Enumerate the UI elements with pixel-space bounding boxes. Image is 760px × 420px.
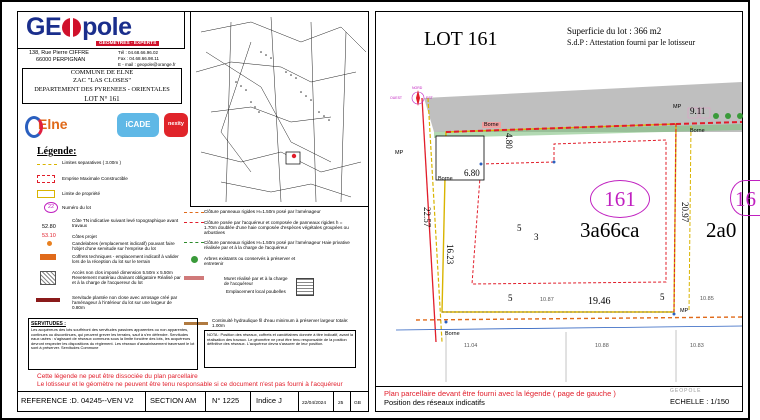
elne-logo-text: Elne bbox=[38, 116, 68, 132]
footer-reference: REFERENCE :D. 04245--VEN V2 bbox=[21, 396, 134, 405]
emprise-max-symbol bbox=[37, 175, 55, 183]
footer-divider-5 bbox=[333, 391, 334, 412]
dim-1104: 11.04 bbox=[464, 343, 478, 349]
location-map bbox=[190, 11, 369, 207]
plan-drawing bbox=[376, 12, 742, 382]
candelabre-icon bbox=[47, 241, 52, 246]
dim-1088: 10.88 bbox=[595, 343, 609, 349]
commune-title: COMMUNE DE ELNE bbox=[70, 69, 134, 76]
warning-line1: Cette légende ne peut être dissociée du plan parcellaire bbox=[37, 373, 198, 380]
footer-numero: N° 1225 bbox=[212, 396, 240, 405]
footer-divider-6 bbox=[350, 391, 351, 412]
lot-area: 3a66ca bbox=[580, 218, 640, 242]
legend-item-cote-projet: Côtes projet bbox=[72, 234, 97, 239]
dim-5b: 5 bbox=[508, 293, 513, 303]
dim-911: 9.11 bbox=[690, 106, 706, 116]
fax: Fax : 04.68.66.98.11 bbox=[118, 56, 159, 61]
legend-item-cloture-rigide: Clôture panneaux rigides H=1.50m posé par l'aménageur bbox=[204, 209, 321, 214]
dim-2097: 20.97 bbox=[680, 202, 690, 223]
dim-680: 6.80 bbox=[464, 168, 480, 178]
borne-label-1: Borne bbox=[484, 122, 499, 128]
arbre-icon bbox=[191, 256, 198, 263]
plan-footer-line bbox=[375, 386, 743, 387]
plan-watermark: GEOPOLE bbox=[670, 388, 702, 394]
footer-rev: 25 bbox=[338, 401, 344, 406]
legend-item-cloture-haie: Clôture panneaux rigides H=1.50m posé par l'aménageur Haie privative réalisée par et à la charge de l'acquéreur bbox=[204, 240, 350, 251]
legend-item-candelabres: Candelabres (emplacement indicatif) pouvant faire l'objet d'une servitude sur l'emprise du lot bbox=[72, 241, 175, 252]
dim-1087: 10.87 bbox=[540, 297, 554, 303]
mp-label-3: MP bbox=[395, 150, 404, 156]
address-line1: 138, Rue Pierre CIFFRE bbox=[29, 50, 89, 56]
dim-2257: 22.57 bbox=[422, 207, 432, 228]
legend-item-limite-propriete: Limite de propriété bbox=[62, 191, 101, 196]
legend-item-poubelles: Emplacement local poubelles bbox=[226, 289, 286, 294]
footer-divider-4 bbox=[298, 391, 299, 412]
icade-logo-text: iCADE bbox=[125, 120, 151, 129]
warning-line2: Le lotisseur et le géomètre ne peuvent être tenu responsable si ce document n'est pas fourni à l'acquéreur bbox=[37, 381, 343, 388]
cote-tn-symbol: 52.80 bbox=[42, 224, 56, 230]
legend-item-muret: Muret réalisé par et à la charge de l'acquéreur bbox=[224, 276, 288, 287]
dim-1623: 16.23 bbox=[445, 244, 455, 265]
logo-globe-icon bbox=[62, 18, 81, 37]
footer-init: GB bbox=[354, 401, 361, 406]
compass-n: NORD bbox=[412, 86, 423, 90]
plan-footer-black: Position des réseaux indicatifs bbox=[384, 398, 485, 407]
coffret-icon bbox=[40, 254, 56, 260]
neighbor-number-text: 16 bbox=[735, 187, 756, 211]
borne-label-3: Borne bbox=[445, 331, 460, 337]
legend-item-acces: Accès non clos imposé dimension 5.50m x 5.50m Revetement matériau drainant obligatoire Réalisé par et à la charge de l'acquereur du lot bbox=[72, 270, 181, 286]
dim-5a: 5 bbox=[517, 223, 522, 233]
legend-item-coffrets: Coffrets techniques - emplacement indicatif à valider lors de la réception du lot sur le terrain bbox=[72, 254, 179, 265]
nexity-logo bbox=[164, 113, 188, 137]
footer-divider-2 bbox=[205, 391, 206, 412]
acces-symbol bbox=[40, 271, 56, 285]
borne-label-4: Borne bbox=[690, 128, 705, 134]
elne-logo bbox=[23, 112, 73, 138]
compass-e: EST bbox=[426, 96, 433, 100]
servitude-plantee-symbol bbox=[36, 298, 60, 302]
email: E - mail : geopole@orange.fr bbox=[118, 62, 176, 67]
dim-1083: 10.83 bbox=[690, 343, 704, 349]
cloture-rigide-symbol bbox=[184, 212, 204, 213]
cloture-haie-symbol bbox=[184, 242, 204, 243]
nota-text: NOTA : Position des réseaux, coffrets et candélabres donnée à titre indicatif, avant la réalisation des travaux. Le géomètre ne peut être tenu responsable de la position définitive des réseaux. L'acquéreur devra s'assurer de leur position. bbox=[207, 332, 354, 347]
cloture-acquereur-symbol bbox=[184, 222, 204, 223]
mp-label-1: MP bbox=[673, 104, 682, 110]
dim-480: 4.80 bbox=[504, 133, 514, 149]
dim-1946: 19.46 bbox=[588, 296, 611, 307]
departement-title: DEPARTEMENT DES PYRENEES - ORIENTALES bbox=[34, 86, 170, 93]
plan-echelle: ECHELLE : 1/150 bbox=[670, 397, 730, 406]
tel: Tél : 04.68.66.96.02 bbox=[118, 50, 159, 55]
dim-3: 3 bbox=[534, 232, 539, 242]
icade-logo bbox=[117, 113, 159, 137]
lot-number-badge bbox=[590, 180, 650, 218]
dim-5c: 5 bbox=[660, 292, 665, 302]
legend-item-limites: Limites separatives ( 3.00m ) bbox=[62, 160, 121, 165]
legend-item-cloture-acquereur: Clôture posée par l'acquéreur et composée de panneaux rigides h = 1.70m doublée d'une haie composée d'espèces végétales groupées ou arbustives bbox=[204, 220, 349, 236]
limite-propriete-symbol bbox=[37, 190, 55, 198]
legend-item-cote-tn: Côte TN indicative suivant levé topographique avant travaux bbox=[72, 218, 179, 229]
limite-separative-symbol bbox=[37, 164, 57, 165]
zac-title: ZAC "LAS CLOSES" bbox=[72, 77, 132, 84]
footer-divider-1 bbox=[145, 391, 146, 412]
legend-item-continuite: Continuité hydraulique fil d'eau minimum à préserver largeur totale: 1.00m bbox=[212, 318, 349, 329]
plan-sdp: S.d.P : Attestation fourni par le lotisseur bbox=[567, 38, 696, 47]
location-map-drawing bbox=[191, 12, 368, 206]
plan-footer-red: Plan parcellaire devant être fourni avec la légende ( page de gauche ) bbox=[384, 389, 616, 398]
footer-date: 22/04/2024 bbox=[302, 401, 327, 406]
cote-projet-symbol: 53.10 bbox=[42, 233, 56, 239]
lot-title: LOT N° 161 bbox=[84, 95, 120, 103]
neighbor-area: 2a0 bbox=[706, 218, 737, 242]
footer-divider-3 bbox=[250, 391, 251, 412]
neighbor-number-badge bbox=[730, 180, 760, 216]
logo-text-right: pole bbox=[82, 13, 132, 41]
logo-text-left: GE bbox=[26, 13, 62, 41]
legend-item-numero: Numéro du lot bbox=[62, 205, 91, 210]
legend-title: Légende: bbox=[37, 146, 77, 157]
lot-number-text: 161 bbox=[604, 187, 636, 211]
dim-1085: 10.85 bbox=[700, 296, 714, 302]
legend-item-servitude-plantee: Servitude plantée non close avec arrosage créé par l'aménageur à l'intérieur du lot sur une largeur de 0.80m bbox=[72, 295, 178, 311]
borne-label-2: Borne bbox=[438, 176, 453, 182]
logo-tagline: GEOMETRES - EXPERTS bbox=[96, 41, 159, 46]
servitudes-title: SERVITUDES : bbox=[31, 321, 66, 327]
legend-item-arbres: Arbres existants ou conservés à préserver et entretenir bbox=[204, 256, 296, 267]
nexity-logo-text: nexity bbox=[168, 121, 184, 127]
elne-swirl-icon bbox=[25, 116, 43, 138]
legend-item-emprise: Emprise Maximale Constructible bbox=[62, 176, 128, 181]
footer-section: SECTION AM bbox=[150, 396, 197, 405]
footer-indice: Indice J bbox=[256, 396, 282, 405]
compass-o: OUEST bbox=[390, 96, 403, 100]
mp-label-2: MP bbox=[680, 308, 689, 314]
plan-superficie: Superficie du lot : 366 m2 bbox=[567, 26, 662, 36]
location-marker-icon bbox=[292, 154, 296, 158]
company-logo bbox=[26, 13, 132, 42]
servitudes-text: Les acquéreurs des lots souffriront des servitudes passives apparentes ou non apparentes, continues ou discontinues, qui peuvent grever les terrains, sauf à s'en défendre. Servitudes eaux usées : s'agissant de réseaux communs sous la limite foncière des lots, les acquéreurs devront respecter les dispositions du règlement. Les réseaux d'assainissement traversant le lot sont à préserver. Servitudes Commune bbox=[31, 327, 195, 351]
address-line2: 66000 PERPIGNAN bbox=[36, 57, 86, 63]
plan-title: LOT 161 bbox=[424, 28, 498, 50]
lot-number-symbol: 22 bbox=[44, 202, 58, 213]
muret-symbol bbox=[184, 276, 204, 280]
